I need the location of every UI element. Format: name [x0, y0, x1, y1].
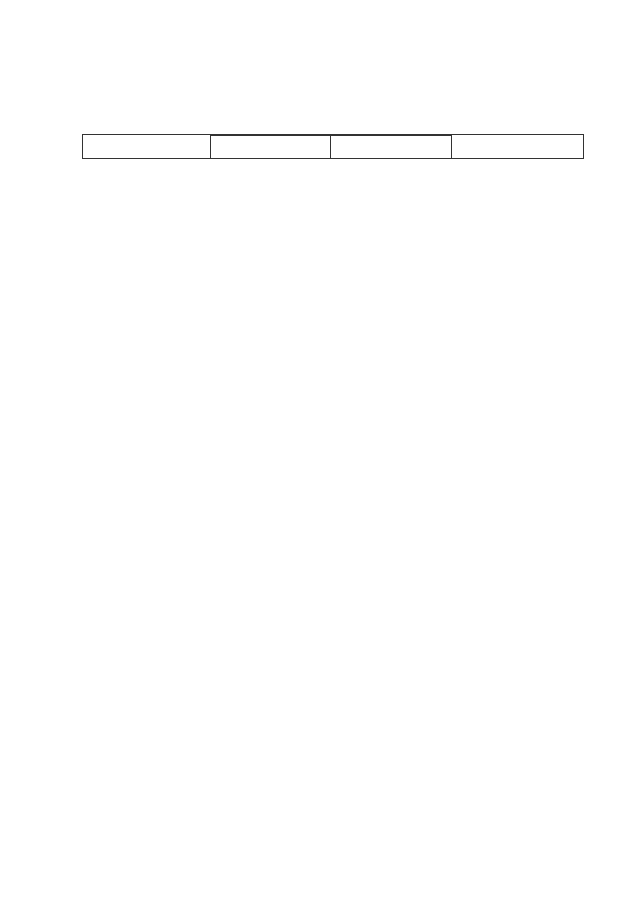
header-x	[211, 136, 331, 159]
header-point-designation	[83, 135, 211, 159]
header-accuracy	[451, 135, 583, 159]
coordinates-table	[82, 134, 584, 159]
header-y	[331, 136, 451, 159]
